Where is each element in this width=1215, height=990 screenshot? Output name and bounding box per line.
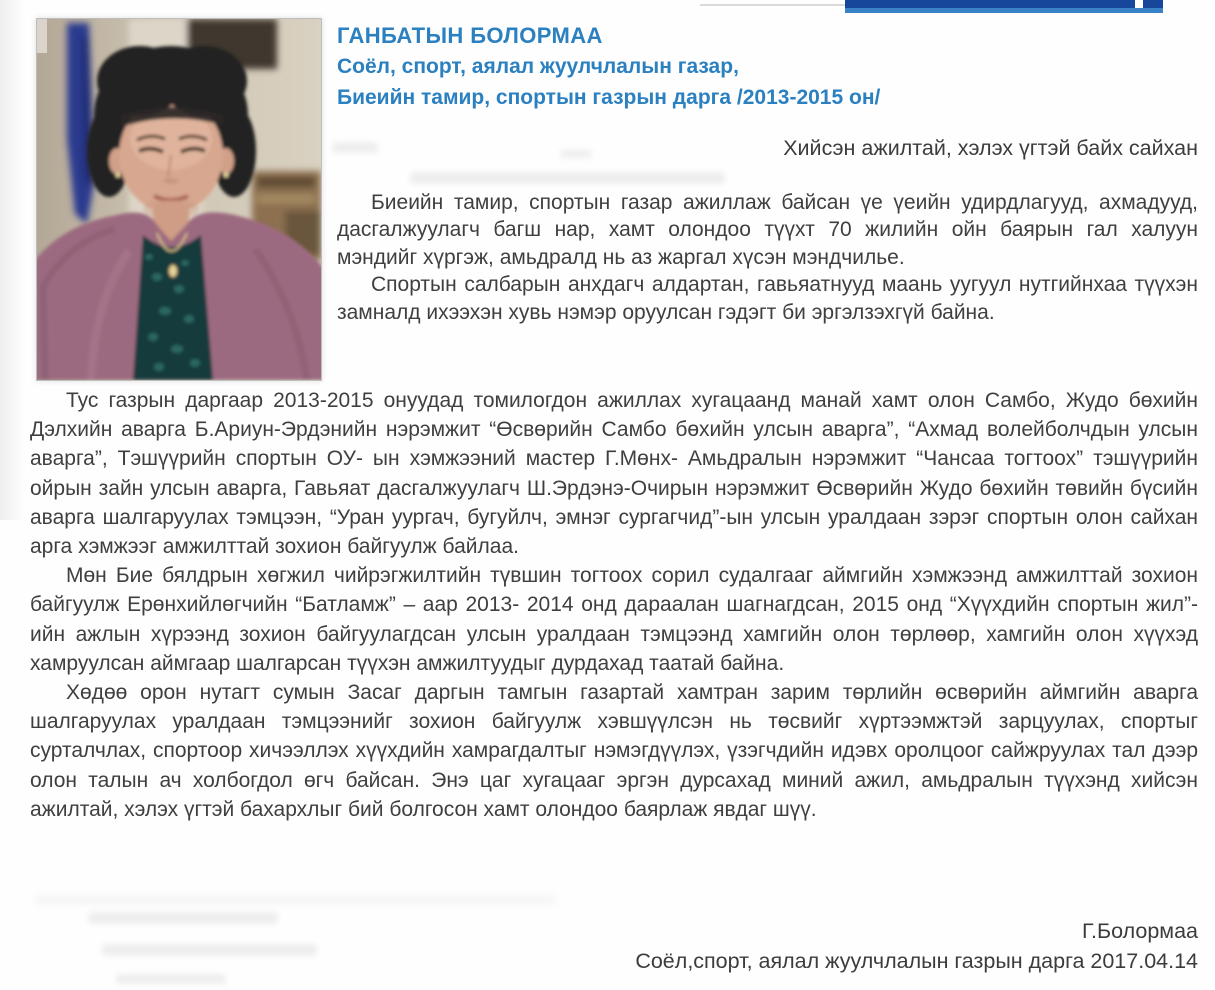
signature-name: Г.Болормаа	[1082, 919, 1198, 943]
column-text	[337, 189, 1198, 326]
body-text	[30, 386, 1198, 824]
portrait-illustration	[37, 19, 321, 380]
body-paragraph-3: Хөдөө орон нутагт сумын Засаг даргын тамгын газартай хамтран зарим төрлийн өсвөрийн аймгийн аварга шалгаруулах уралдаан тэмцээнийг зохион байгуулж хэвшүүлсэн нь төсвийг хүртээмжтэй зарцуулах, спортыг сурталчлах, спортоор хичээллэх хүүхдийн хамрагдалтыг нэмэгдүүлэх, үзэгчдийн идэвх оролцоог сайжруулах тал дээр олон талын ач холбогдол өгч байсан. Энэ цаг хугацааг эргэн дурсахад миний ажил, амьдралын түүхэнд хийсэн ажилтай, хэлэх үгтэй бахархлыг бий болгосон хамт олондоо баярлаж явдаг шүү.	[30, 681, 1198, 821]
signature-title: Соёл,спорт, аялал жуулчлалын газрын дарга 2017.04.14	[635, 949, 1198, 973]
column-paragraph-1: Биеийн тамир, спортын газар ажиллаж байсан үе үеийн удирдлагууд, ахмадууд, дасгалжуулагч багш нар, хамт олондоо түүхт 70 жилийн ойн баярын гал халуун мэндийг хүргэж, амьдралд нь аз жаргал хүсэн мэндчилье.	[337, 191, 1198, 269]
page-header-band	[845, 0, 1163, 13]
bleed-through-artifact	[410, 172, 725, 184]
epigraph-line: Хийсэн ажилтай, хэлэх үгтэй байх сайхан	[783, 136, 1198, 160]
page-edge-shadow	[0, 0, 26, 520]
position-line: Биеийн тамир, спортын газрын дарга /2013-2015 он/	[337, 86, 881, 109]
org-line: Соёл, спорт, аялал жуулчлалын газар,	[337, 55, 739, 78]
header-rule-line	[700, 4, 846, 6]
patterned-top	[133, 235, 213, 380]
person-header	[337, 20, 1197, 113]
signature-block	[30, 916, 1198, 976]
bleed-through-artifact	[35, 895, 555, 904]
body-paragraph-2: Мөн Бие бялдрын хөгжил чийрэгжилтийн түвшин тогтоох сорил судалгааг аймгийн хэмжээнд амжилттай зохион байгуулж Ерөнхийлөгчийн “Батламж” – аар 2013- 2014 онд дараалан шагнагдсан, 2015 онд “Хүүхдийн спортын жил”-ийн ажлын хүрээнд зохион байгуулагдсан улсын уралдаан тэмцээнд хамгийн олон төрлөөр, хамгийн олон хүүхэд хамруулсан аймгаар шалгарсан түүхэн амжилтуудыг дурдахад таатай байна.	[30, 564, 1198, 675]
portrait-photo	[36, 18, 322, 381]
body-paragraph-1: Тус газрын даргаар 2013-2015 онуудад томилогдон ажиллах хугацаанд манай хамт олон Самбо, Жудо бөхийн Дэлхийн аварга Б.Ариун-Эрдэнийн нэрэмжит “Өсвөрийн Самбо бөхийн улсын аварга”, “Ахмад волейболчдын улсын аварга”, Тэшүүрийн спортын ОУ- ын хэмжээний мастер Г.Мөнх- Амьдралын нэрэмжит “Чансаа тогтоох” тэшүүрийн ойрын зайн улсын аварга, Гавьяат дасгалжуулагч Ш.Эрдэнэ-Очирын нэрэмжит Өсвөрийн Жудо бөхийн төвийн бүсийн аварга шалгаруулах тэмцээн, “Уран уургач, бугуйлч, эмнэг сургагчид”-ын улсын уралдаан зэрэг спортын олон сайхан арга хэмжээг амжилттай зохион байгуулж байлаа.	[30, 389, 1198, 559]
person-name: ГАНБАТЫН БОЛОРМАА	[337, 23, 603, 48]
band-notch	[1135, 0, 1143, 8]
column-paragraph-2: Спортын салбарын анхдагч алдартан, гавьяатнууд маань уугуул нутгийнхаа түүхэн замналд ихээхэн хувь нэмэр оруулсан гэдэгт би эргэлзэхгүй байна.	[337, 273, 1198, 324]
